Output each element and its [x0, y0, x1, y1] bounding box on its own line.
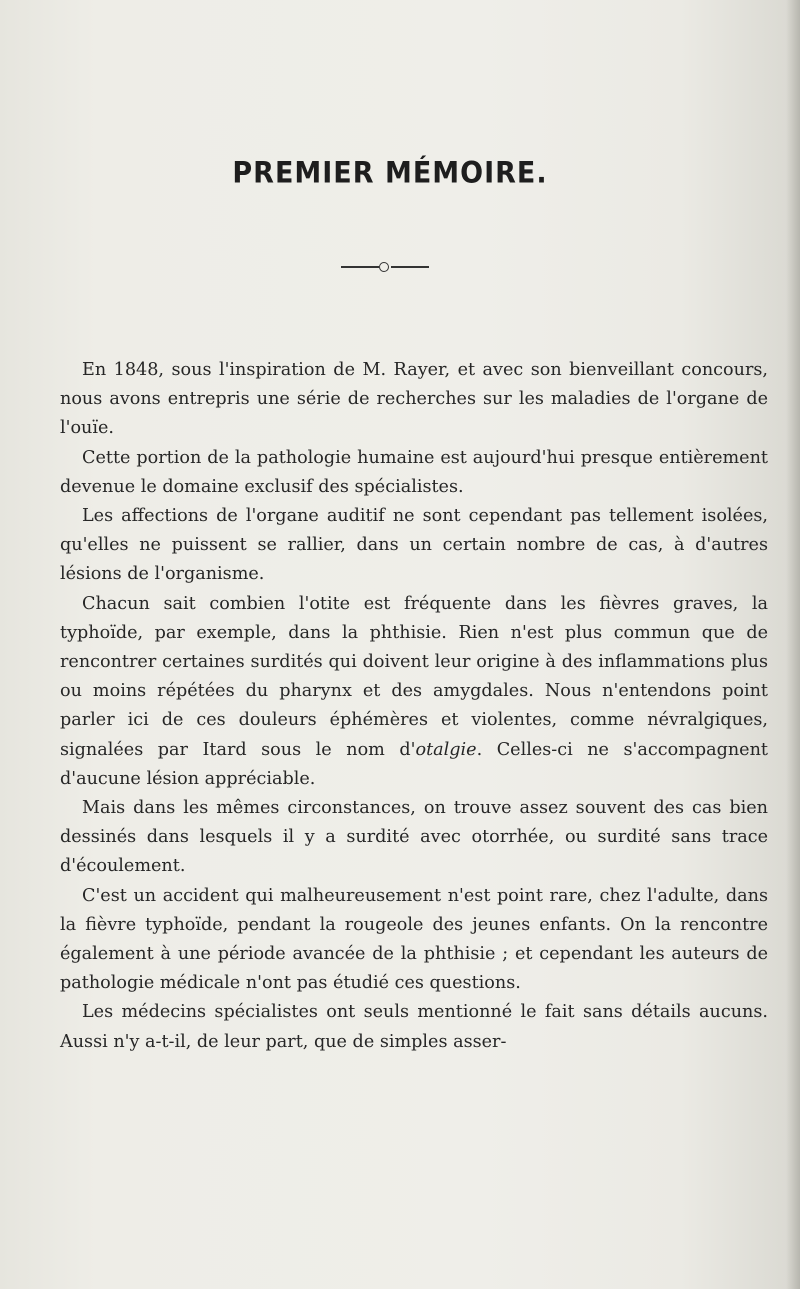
paragraph-1: En 1848, sous l'inspiration de M. Rayer, et avec son bienveillant concours, nous avons entrepris une série de recherches sur les maladies de l'organe de l'ouïe.: [60, 360, 768, 439]
ornament-line-left: [341, 266, 379, 268]
paragraph-6: C'est un accident qui malheureusement n'est point rare, chez l'adulte, dans la fièvre typhoïde, pendant la rougeole des jeunes enfants. On la rencontre également à une période avancée de la phthisie ; et cependant les auteurs de pathologie médicale n'ont pas étudié ces questions.: [60, 885, 768, 994]
paragraph-4: [60, 590, 768, 794]
chapter-heading: PREMIER MÉMOIRE.: [232, 156, 548, 191]
paragraph-2: Cette portion de la pathologie humaine est aujourd'hui presque entièrement devenue le domaine exclusif des spécialistes.: [60, 447, 768, 497]
paragraph-4-text: Chacun sait combien l'otite est fréquente dans les fièvres graves, la typhoïde, par exemple, dans la phthisie. Rien n'est plus commun que de rencontrer certaines surdités qui doivent leur origine à des inflammations plus ou moins répétées du pharynx et des amygdales. Nous n'entendons point parler ici de ces douleurs éphémères et violentes, comme névralgiques, signalées par Itard sous le nom d': [60, 593, 768, 760]
page-edge-shadow: [786, 0, 800, 1289]
ornament-circle: [379, 262, 389, 272]
paragraph-3: Les affections de l'organe auditif ne sont cependant pas tellement isolées, qu'elles ne puissent se rallier, dans un certain nombre de cas, à d'autres lésions de l'organisme.: [60, 506, 768, 585]
paragraph-7: Les médecins spécialistes ont seuls mentionné le fait sans détails aucuns. Aussi n'y a-t-il, de leur part, que de simples asser-: [60, 1002, 768, 1052]
paragraph-4-text-end: . Celles-ci ne s'accompagnent d'aucune lésion appréciable.: [60, 739, 768, 789]
body-text: [60, 356, 768, 1057]
paragraph-5: Mais dans les mêmes circonstances, on trouve assez souvent des cas bien dessinés dans lesquels il y a surdité avec otorrhée, ou surdité sans trace d'écoulement.: [60, 798, 768, 877]
ornament-divider-icon: [335, 262, 435, 272]
paragraph-4-italic-term: otalgie: [415, 739, 477, 760]
ornament-line-right: [391, 266, 429, 268]
